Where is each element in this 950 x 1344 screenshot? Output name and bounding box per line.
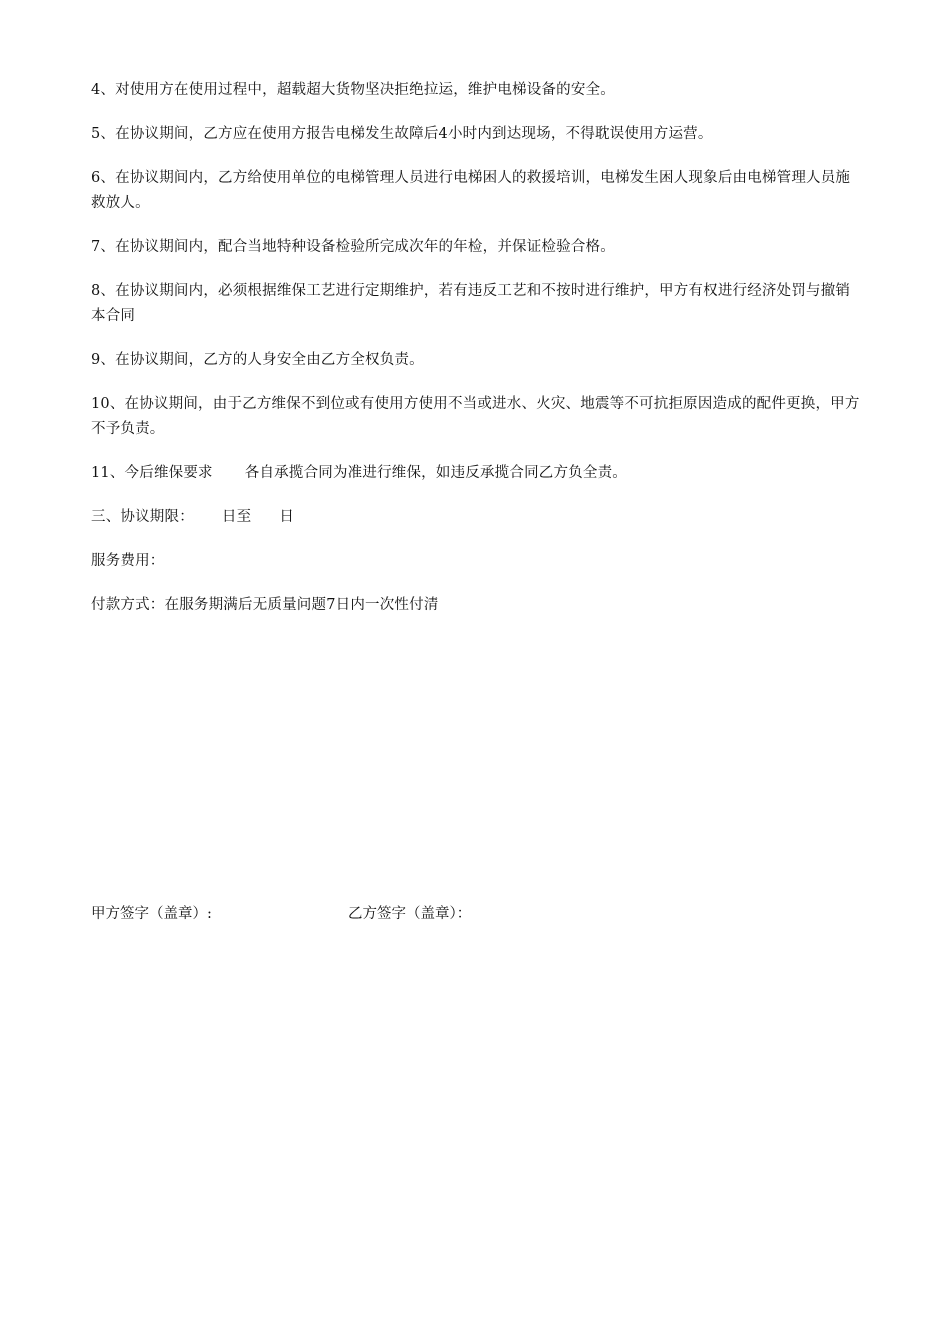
agreement-term <box>91 505 861 530</box>
term-label: 三、协议期限： <box>91 509 194 525</box>
clause-9: 9、在协议期间，乙方的人身安全由乙方全权负责。 <box>91 352 424 368</box>
clause-5: 5、在协议期间，乙方应在使用方报告电梯发生故障后4小时内到达现场，不得耽误使用方运营。 <box>91 126 713 142</box>
clause-11-prefix: 11、今后维保要求 <box>91 465 213 481</box>
party-a-signature: 甲方签字（盖章）: <box>91 906 212 922</box>
clause-11 <box>91 461 861 486</box>
term-day-from: 日至 <box>221 509 252 525</box>
clause-7: 7、在协议期间内，配合当地特种设备检验所完成次年的年检，并保证检验合格。 <box>91 239 615 255</box>
clause-6: 6、在协议期间内，乙方给使用单位的电梯管理人员进行电梯困人的救援培训，电梯发生困人现象后由电梯管理人员施救放人。 <box>91 170 851 211</box>
clause-10: 10、在协议期间，由于乙方维保不到位或有使用方使用不当或进水、火灾、地震等不可抗拒原因造成的配件更换，甲方不予负责。 <box>91 396 860 437</box>
contract-clauses <box>91 78 861 637</box>
service-fee: 服务费用： <box>91 553 165 569</box>
party-b-signature: 乙方签字（盖章）： <box>348 906 472 922</box>
clause-11-suffix: 各自承揽合同为准进行维保，如违反承揽合同乙方负全责。 <box>244 465 627 481</box>
clause-8: 8、在协议期间内，必须根据维保工艺进行定期维护，若有违反工艺和不按时进行维护，甲方有权进行经济处罚与撤销本合同 <box>91 283 851 324</box>
payment-method: 付款方式：在服务期满后无质量问题7日内一次性付清 <box>91 597 439 613</box>
clause-4: 4、对使用方在使用过程中，超载超大货物坚决拒绝拉运，维护电梯设备的安全。 <box>91 82 615 98</box>
term-day-to: 日 <box>279 509 295 525</box>
